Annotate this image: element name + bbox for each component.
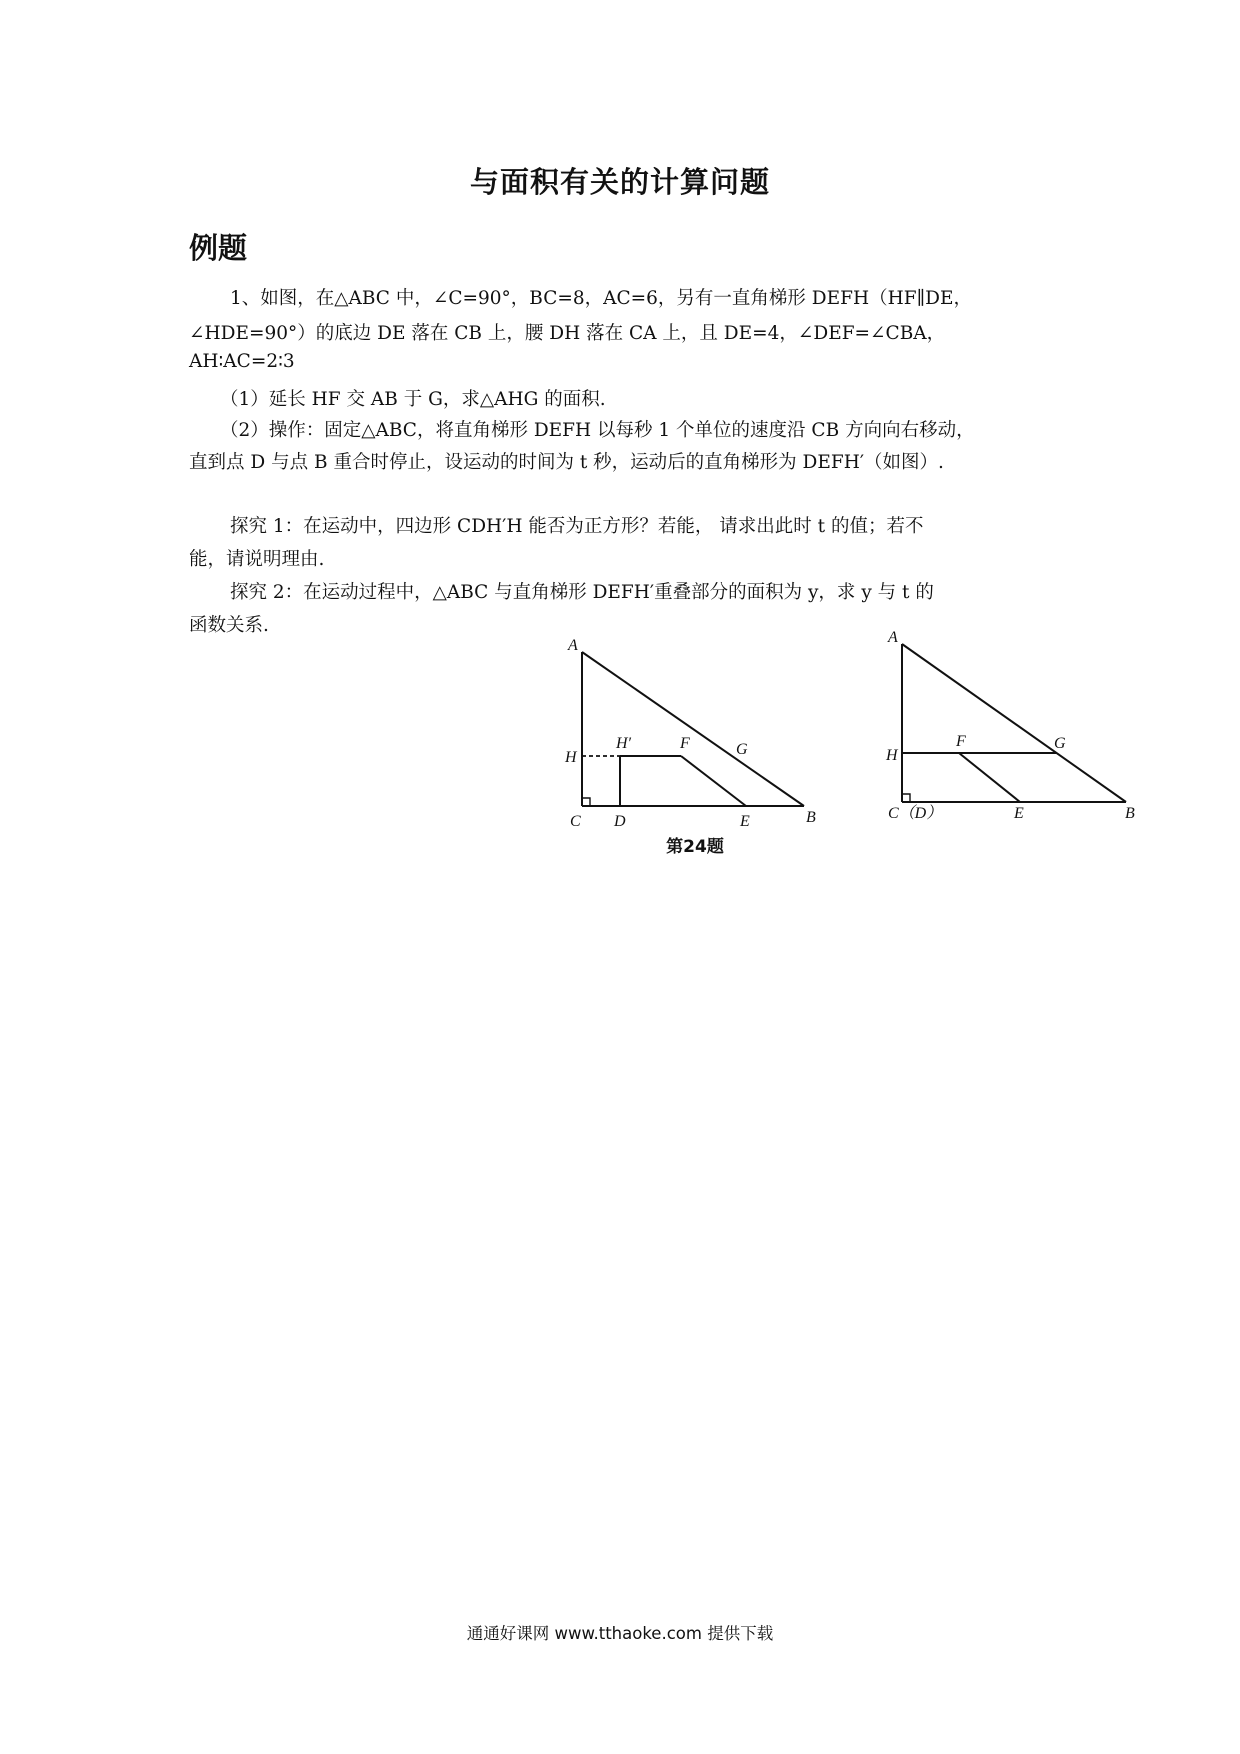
label-g: G xyxy=(1054,735,1066,752)
right-angle-mark xyxy=(582,798,590,806)
side-ab xyxy=(582,652,804,806)
label-e: E xyxy=(740,813,750,830)
section-heading: 例题 xyxy=(189,231,248,265)
label-c-d: C（D） xyxy=(888,805,943,820)
problem-line: AH∶AC=2∶3 xyxy=(189,351,295,372)
label-f: F xyxy=(680,735,690,752)
label-h: H xyxy=(886,747,898,764)
figure-2 xyxy=(870,620,1140,820)
figure-caption: 第24题 xyxy=(666,837,724,857)
problem-line: 探究 2：在运动过程中，△ABC 与直角梯形 DEFH′重叠部分的面积为 y，求 y 与 t 的 xyxy=(230,582,934,603)
problem-line: 探究 1：在运动中，四边形 CDH′H 能否为正方形？若能， 请求出此时 t 的值；若不 xyxy=(230,516,924,537)
side-fe xyxy=(681,756,746,806)
problem-line: 1、如图，在△ABC 中，∠C=90°，BC=8，AC=6，另有一直角梯形 DEFH（HF∥DE， xyxy=(230,288,972,309)
figure-1 xyxy=(560,630,830,840)
label-g: G xyxy=(736,741,748,758)
label-a: A xyxy=(568,637,578,654)
page-title: 与面积有关的计算问题 xyxy=(469,165,770,199)
right-angle-mark xyxy=(902,794,910,802)
page-footer: 通通好课网 www.tthaoke.com 提供下载 xyxy=(466,1624,774,1643)
problem-line: 函数关系. xyxy=(189,615,269,636)
problem-line: （1）延长 HF 交 AB 于 G，求△AHG 的面积. xyxy=(220,389,606,410)
side-ab xyxy=(902,644,1126,802)
problem-line: （2）操作：固定△ABC，将直角梯形 DEFH 以每秒 1 个单位的速度沿 CB 方向向右移动， xyxy=(220,420,975,441)
side-fe xyxy=(959,753,1020,802)
label-b: B xyxy=(806,809,816,826)
problem-line: 直到点 D 与点 B 重合时停止，设运动的时间为 t 秒，运动后的直角梯形为 DEFH′（如图）. xyxy=(189,452,944,473)
label-f: F xyxy=(956,733,966,750)
label-c: C xyxy=(570,813,581,830)
problem-line: 能，请说明理由. xyxy=(189,549,325,570)
label-e: E xyxy=(1014,805,1024,820)
label-b: B xyxy=(1125,805,1135,820)
label-d: D xyxy=(614,813,626,830)
label-h-prime: H′ xyxy=(616,735,632,752)
label-h: H xyxy=(565,749,577,766)
problem-line: ∠HDE=90°）的底边 DE 落在 CB 上，腰 DH 落在 CA 上，且 DE=4，∠DEF=∠CBA， xyxy=(189,323,946,344)
label-a: A xyxy=(888,629,898,646)
